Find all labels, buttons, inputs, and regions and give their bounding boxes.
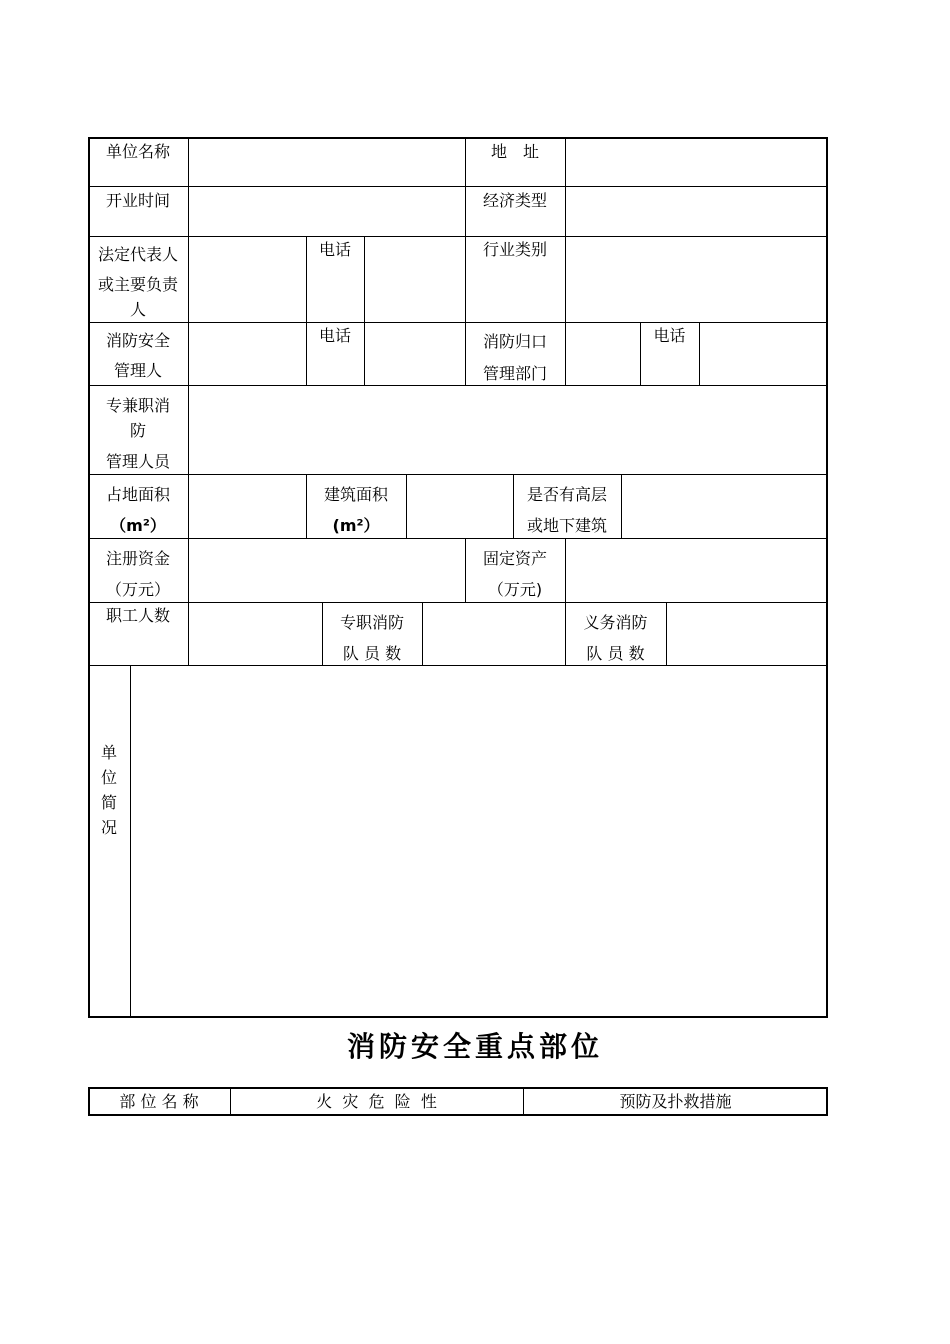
row-divider [88, 665, 828, 666]
label-fire-manager-2: 管理人 [113, 361, 162, 380]
label-staff-2: 防 [129, 421, 146, 440]
label-land-area-2: （m²） [110, 516, 166, 535]
col-divider [621, 474, 622, 539]
row-divider [88, 385, 828, 386]
label-building-area-2: (m²） [332, 516, 380, 535]
section-title: 消防安全重点部位 [346, 1030, 603, 1063]
row-divider [88, 186, 828, 187]
label-fire-manager-1: 消防安全 [105, 331, 170, 350]
label-volunteer-2: 队 员 数 [586, 644, 645, 663]
label-legal-rep-2: 或主要负责 [97, 275, 178, 294]
label-staff-1: 专兼职消 [105, 396, 170, 415]
label-high-rise-1: 是否有高层 [526, 485, 607, 504]
label-address: 地 址 [490, 142, 539, 161]
col-divider [422, 602, 423, 666]
label-fire-dept-1: 消防归口 [482, 332, 547, 351]
col-divider [565, 538, 566, 603]
label-staff-3: 管理人员 [105, 452, 170, 471]
col-divider [565, 137, 566, 386]
label-phone: 电话 [318, 326, 351, 345]
label-employees: 职工人数 [105, 606, 170, 625]
label-volunteer-1: 义务消防 [583, 613, 648, 632]
col-divider [699, 322, 700, 386]
label-reg-capital-1: 注册资金 [105, 549, 170, 568]
label-unit-overview: 单 位 简 况 [100, 743, 117, 837]
col-divider [364, 236, 365, 386]
row-divider [88, 602, 828, 603]
label-reg-capital-2: （万元） [105, 580, 170, 599]
row-divider [88, 322, 828, 323]
label-fulltime-2: 队 员 数 [342, 644, 402, 663]
label-phone: 电话 [318, 240, 351, 259]
label-land-area-1: 占地面积 [105, 485, 170, 504]
header-prevention-measures: 预防及扑救措施 [619, 1092, 732, 1111]
col-divider [130, 665, 131, 1017]
label-economic-type: 经济类型 [482, 191, 547, 210]
row-divider [88, 236, 828, 237]
col-divider [188, 137, 189, 665]
header-fire-hazard: 火 灾 危 险 性 [316, 1092, 437, 1111]
col-divider [666, 602, 667, 666]
label-building-area-1: 建筑面积 [323, 485, 388, 504]
col-divider [406, 474, 407, 539]
label-phone: 电话 [653, 326, 686, 345]
row-divider [88, 474, 828, 475]
label-legal-rep-3: 人 [129, 300, 146, 319]
label-high-rise-2: 或地下建筑 [526, 516, 607, 535]
label-fire-dept-2: 管理部门 [482, 364, 547, 383]
label-fixed-assets-2: （万元) [487, 580, 543, 599]
label-opening-time: 开业时间 [105, 191, 170, 210]
label-unit-name: 单位名称 [105, 142, 170, 161]
row-divider [88, 538, 828, 539]
unit-info-table [88, 137, 828, 1018]
label-fulltime-1: 专职消防 [339, 613, 404, 632]
label-legal-rep-1: 法定代表人 [97, 245, 178, 264]
header-location-name: 部 位 名 称 [119, 1092, 199, 1111]
label-fixed-assets-1: 固定资产 [482, 549, 547, 568]
label-industry: 行业类别 [482, 240, 547, 259]
